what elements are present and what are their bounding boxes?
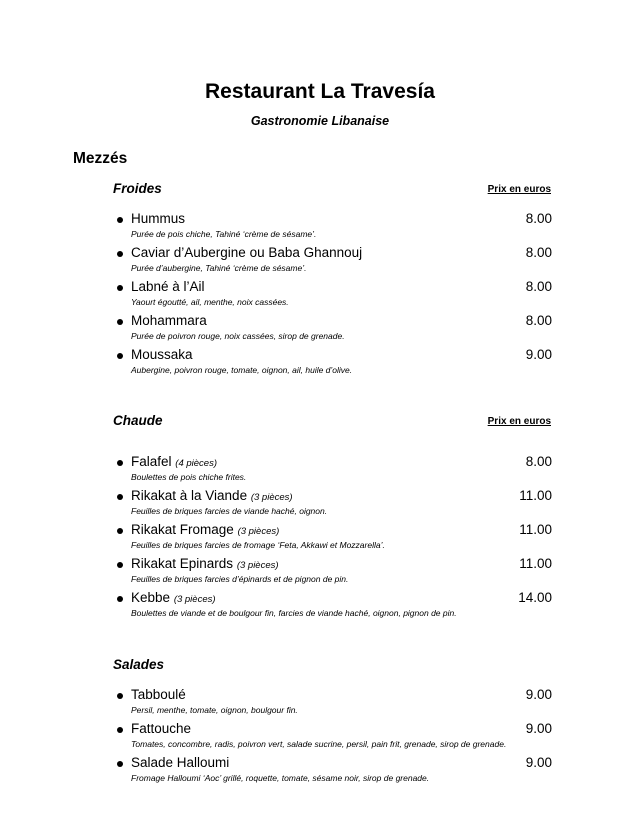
- menu-item: [0, 277, 640, 311]
- item-price: 8.00: [525, 279, 552, 294]
- item-price: 14.00: [518, 590, 552, 605]
- menu-item: [0, 753, 640, 787]
- item-name: Rikakat Fromage (3 pièces): [131, 522, 280, 537]
- bullet-icon: [117, 217, 123, 223]
- menu-item: [0, 209, 640, 243]
- item-description: Aubergine, poivron rouge, tomate, oignon, ail, huile d’olive.: [131, 365, 353, 375]
- item-name: Mohammara: [131, 313, 207, 328]
- item-description: Boulettes de viande et de boulgour fin, farcies de viande haché, oignon, pignon de pin.: [131, 608, 457, 618]
- item-name: Rikakat Epinards (3 pièces): [131, 556, 279, 571]
- bullet-icon: [117, 460, 123, 466]
- item-name: Labné à l’Ail: [131, 279, 205, 294]
- category-chaude-title: Chaude: [113, 413, 163, 428]
- item-description: Yaourt égoutté, ail, menthe, noix cassées.: [131, 297, 289, 307]
- item-name: Falafel (4 pièces): [131, 454, 218, 469]
- item-name: Moussaka: [131, 347, 193, 362]
- item-description: Feuilles de briques farcies de fromage ‘Feta, Akkawi et Mozzarella’.: [131, 540, 385, 550]
- menu-item: [0, 554, 640, 588]
- price-header-froides: Prix en euros: [487, 184, 551, 195]
- menu-item: [0, 452, 640, 486]
- item-price: 9.00: [525, 347, 552, 362]
- bullet-icon: [117, 353, 123, 359]
- menu-item: [0, 243, 640, 277]
- menu-item: [0, 520, 640, 554]
- menu-item: [0, 311, 640, 345]
- chaude-list: [0, 452, 640, 622]
- bullet-icon: [117, 727, 123, 733]
- item-price: 11.00: [519, 556, 552, 571]
- restaurant-title: Restaurant La Travesía: [205, 80, 435, 103]
- bullet-icon: [117, 693, 123, 699]
- item-pieces: (3 pièces): [250, 492, 293, 503]
- item-description: Purée de pois chiche, Tahiné ‘crème de sésame’.: [131, 229, 317, 239]
- bullet-icon: [117, 285, 123, 291]
- item-name: Caviar d’Aubergine ou Baba Ghannouj: [131, 245, 363, 260]
- menu-item: [0, 719, 640, 753]
- menu-item: [0, 685, 640, 719]
- item-price: 9.00: [525, 721, 552, 736]
- item-description: Purée d’aubergine, Tahiné ‘crème de sésame’.: [131, 263, 307, 273]
- menu-item: [0, 588, 640, 622]
- bullet-icon: [117, 528, 123, 534]
- item-description: Purée de poivron rouge, noix cassées, sirop de grenade.: [131, 331, 345, 341]
- item-name: Hummus: [131, 211, 186, 226]
- restaurant-subtitle: Gastronomie Libanaise: [250, 114, 390, 128]
- price-header-chaude: Prix en euros: [487, 416, 551, 427]
- item-price: 11.00: [519, 488, 552, 503]
- item-pieces: (3 pièces): [173, 594, 216, 605]
- item-description: Boulettes de pois chiche frites.: [131, 472, 247, 482]
- item-description: Tomates, concombre, radis, poivron vert, salade sucrine, persil, pain frit, grenade, sirop de grenade.: [131, 739, 507, 749]
- salades-list: [0, 685, 640, 787]
- item-name: Tabboulé: [131, 687, 186, 702]
- bullet-icon: [117, 251, 123, 257]
- froides-list: [0, 209, 640, 379]
- category-froides-title: Froides: [113, 181, 162, 196]
- bullet-icon: [117, 319, 123, 325]
- item-price: 9.00: [525, 755, 552, 770]
- menu-item: [0, 345, 640, 379]
- item-pieces: (3 pièces): [236, 560, 279, 571]
- menu-item: [0, 486, 640, 520]
- bullet-icon: [117, 596, 123, 602]
- item-price: 9.00: [525, 687, 552, 702]
- item-description: Persil, menthe, tomate, oignon, boulgour fin.: [131, 705, 298, 715]
- item-name: Rikakat à la Viande (3 pièces): [131, 488, 293, 503]
- item-name: Fattouche: [131, 721, 192, 736]
- item-pieces: (3 pièces): [237, 526, 280, 537]
- item-price: 8.00: [525, 245, 552, 260]
- category-salades-title: Salades: [113, 657, 165, 672]
- item-price: 11.00: [519, 522, 552, 537]
- section-title-mezzes: Mezzés: [73, 150, 128, 167]
- item-price: 8.00: [525, 211, 552, 226]
- item-price: 8.00: [525, 454, 552, 469]
- item-name: Kebbe (3 pièces): [131, 590, 216, 605]
- item-name: Salade Halloumi: [131, 755, 230, 770]
- item-description: Feuilles de briques farcies de viande haché, oignon.: [131, 506, 328, 516]
- bullet-icon: [117, 494, 123, 500]
- item-price: 8.00: [525, 313, 552, 328]
- bullet-icon: [117, 562, 123, 568]
- item-pieces: (4 pièces): [175, 458, 218, 469]
- item-description: Fromage Halloumi ‘Aoc’ grillé, roquette, tomate, sésame noir, sirop de grenade.: [131, 773, 430, 783]
- bullet-icon: [117, 761, 123, 767]
- item-description: Feuilles de briques farcies d’épinards et de pignon de pin.: [131, 574, 349, 584]
